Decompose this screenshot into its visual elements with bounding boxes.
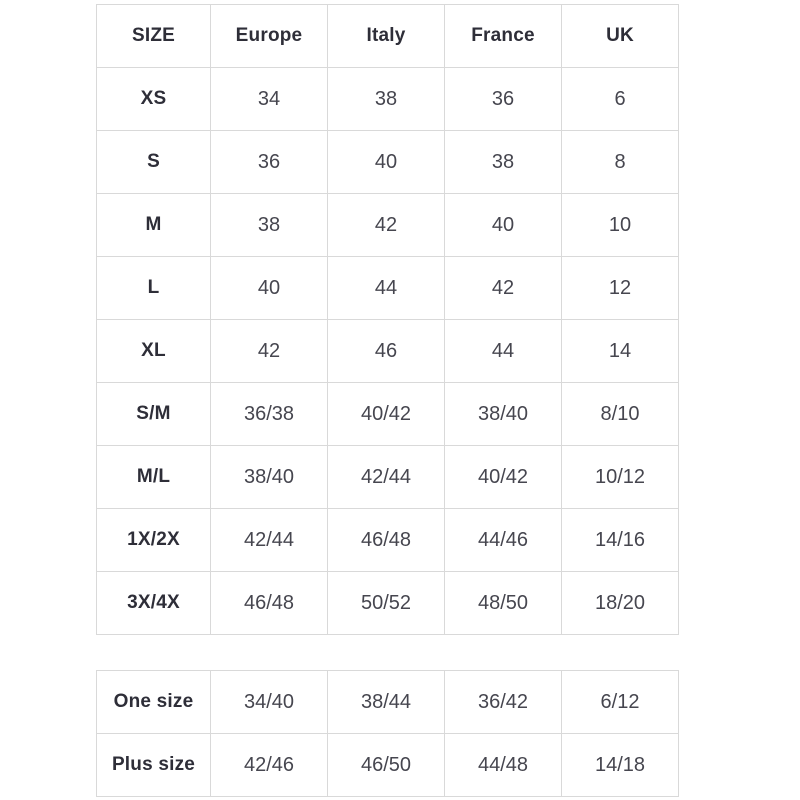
size-value-cell: 6 (562, 68, 679, 131)
size-value-cell: 44 (445, 320, 562, 383)
special-sizes-table-body (97, 671, 679, 797)
size-value-cell: 42/44 (328, 446, 445, 509)
size-value-cell: 50/52 (328, 572, 445, 635)
size-value-cell: 42/44 (211, 509, 328, 572)
special-sizes-table (96, 670, 679, 797)
size-value-cell: 42/46 (211, 734, 328, 797)
size-value-cell: 40 (445, 194, 562, 257)
table-row (97, 131, 679, 194)
size-chart-container (96, 4, 679, 797)
size-value-cell: 14 (562, 320, 679, 383)
size-value-cell: 10/12 (562, 446, 679, 509)
column-header: Italy (328, 5, 445, 68)
table-row (97, 446, 679, 509)
size-label-cell: One size (97, 671, 211, 734)
size-value-cell: 8/10 (562, 383, 679, 446)
table-row (97, 671, 679, 734)
size-value-cell: 44/48 (445, 734, 562, 797)
size-label-cell: S (97, 131, 211, 194)
size-label-cell: 1X/2X (97, 509, 211, 572)
header-row (97, 5, 679, 68)
size-label-cell: XS (97, 68, 211, 131)
size-value-cell: 36 (445, 68, 562, 131)
size-label-cell: XL (97, 320, 211, 383)
size-value-cell: 8 (562, 131, 679, 194)
table-row (97, 572, 679, 635)
size-value-cell: 46/48 (328, 509, 445, 572)
size-value-cell: 38/44 (328, 671, 445, 734)
size-label-cell: M (97, 194, 211, 257)
size-conversion-table-body (97, 68, 679, 635)
size-value-cell: 46 (328, 320, 445, 383)
size-value-cell: 6/12 (562, 671, 679, 734)
size-label-cell: Plus size (97, 734, 211, 797)
size-value-cell: 34/40 (211, 671, 328, 734)
table-row (97, 194, 679, 257)
size-value-cell: 38 (328, 68, 445, 131)
size-value-cell: 38/40 (445, 383, 562, 446)
size-value-cell: 36/42 (445, 671, 562, 734)
size-value-cell: 40/42 (328, 383, 445, 446)
size-value-cell: 34 (211, 68, 328, 131)
table-row (97, 383, 679, 446)
size-value-cell: 38/40 (211, 446, 328, 509)
table-row (97, 509, 679, 572)
size-value-cell: 46/50 (328, 734, 445, 797)
size-value-cell: 36/38 (211, 383, 328, 446)
size-value-cell: 14/18 (562, 734, 679, 797)
column-header: SIZE (97, 5, 211, 68)
size-value-cell: 44 (328, 257, 445, 320)
size-value-cell: 40 (328, 131, 445, 194)
size-value-cell: 12 (562, 257, 679, 320)
size-value-cell: 38 (445, 131, 562, 194)
size-conversion-table (96, 4, 679, 635)
table-row (97, 257, 679, 320)
size-label-cell: S/M (97, 383, 211, 446)
table-row (97, 734, 679, 797)
size-value-cell: 38 (211, 194, 328, 257)
size-value-cell: 18/20 (562, 572, 679, 635)
size-value-cell: 36 (211, 131, 328, 194)
size-label-cell: 3X/4X (97, 572, 211, 635)
size-value-cell: 44/46 (445, 509, 562, 572)
size-value-cell: 42 (328, 194, 445, 257)
size-value-cell: 42 (445, 257, 562, 320)
column-header: UK (562, 5, 679, 68)
column-header: France (445, 5, 562, 68)
size-value-cell: 48/50 (445, 572, 562, 635)
size-value-cell: 40 (211, 257, 328, 320)
size-value-cell: 46/48 (211, 572, 328, 635)
size-value-cell: 42 (211, 320, 328, 383)
size-value-cell: 40/42 (445, 446, 562, 509)
size-value-cell: 10 (562, 194, 679, 257)
table-row (97, 320, 679, 383)
size-label-cell: L (97, 257, 211, 320)
column-header: Europe (211, 5, 328, 68)
size-value-cell: 14/16 (562, 509, 679, 572)
table-row (97, 68, 679, 131)
size-label-cell: M/L (97, 446, 211, 509)
